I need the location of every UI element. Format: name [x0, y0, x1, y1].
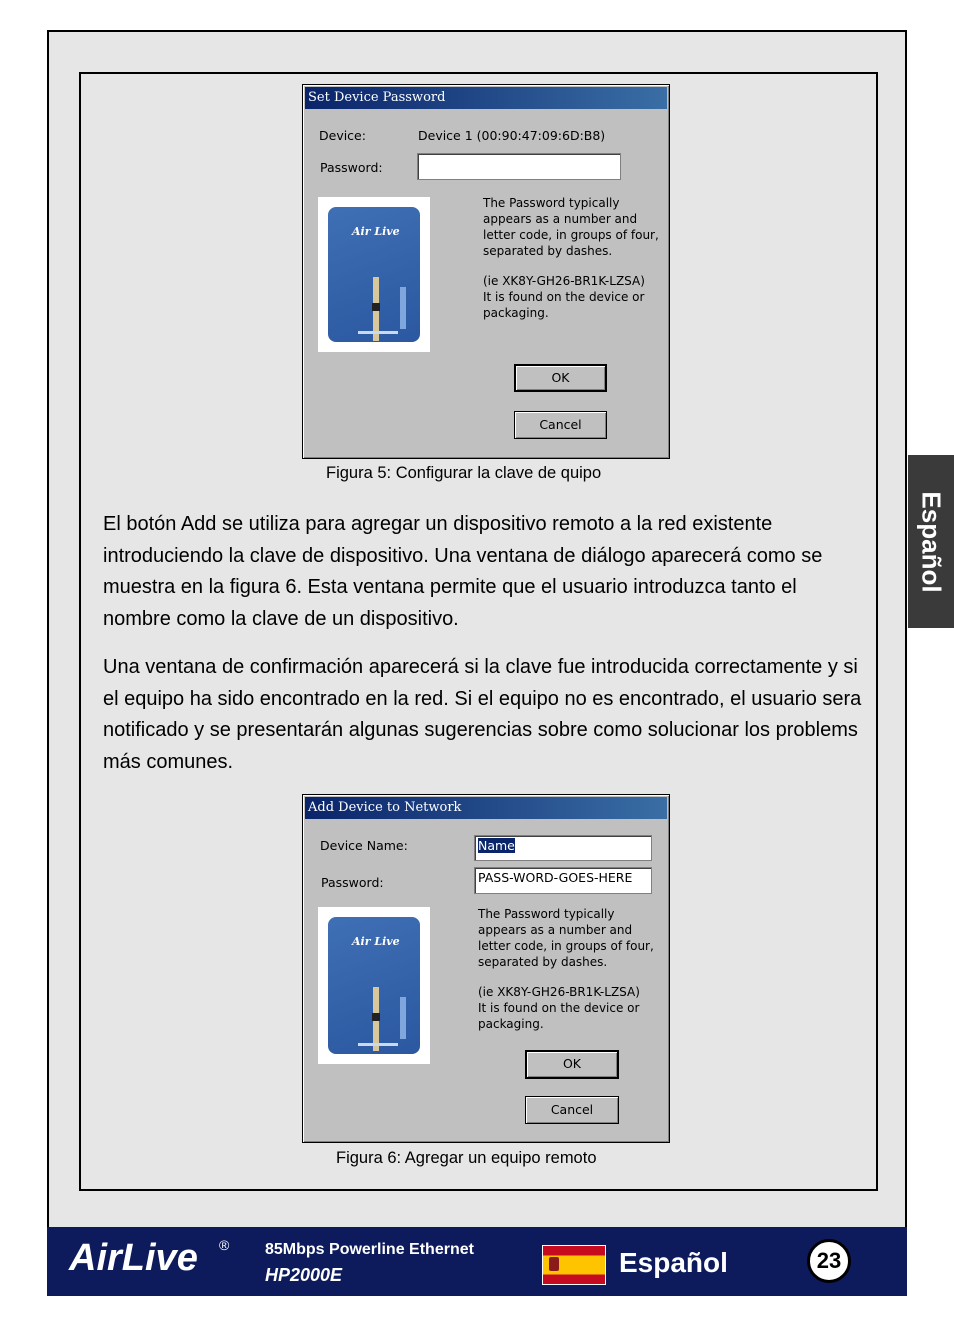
add-device-dialog [302, 794, 670, 1143]
password-input[interactable]: PASS-WORD-GOES-HERE [474, 867, 652, 894]
password-help-text: The Password typically appears as a number and letter code, in groups of four, separated by dashes. (ie XK8Y-GH26-BR1K-LZSA) It is found on the device or packaging. [478, 907, 654, 1031]
cancel-button[interactable]: Cancel [525, 1096, 619, 1124]
brand-logo: AirLive [69, 1237, 198, 1279]
page-number: 23 [807, 1239, 851, 1283]
dialog-title-bar: Set Device Password [305, 87, 667, 109]
password-label: Password: [321, 875, 384, 890]
password-help-text: The Password typically appears as a number and letter code, in groups of four, separated by dashes. (ie XK8Y-GH26-BR1K-LZSA) It is found on the device or packaging. [483, 196, 659, 320]
device-name-input[interactable] [474, 835, 652, 861]
dialog-title-bar: Add Device to Network [305, 797, 667, 819]
password-input[interactable] [417, 153, 621, 180]
language-side-tab [908, 455, 954, 628]
product-line: 85Mbps Powerline Ethernet [265, 1241, 474, 1258]
registered-mark: ® [219, 1237, 230, 1253]
spain-flag-icon [542, 1245, 606, 1285]
set-device-password-dialog [302, 84, 670, 459]
footer-language: Español [619, 1247, 728, 1278]
paragraph-confirmation: Una ventana de confirmación aparecerá si la clave fue introducida correctamente y si el equipo ha sido encontrado en la red. Si el equipo no es encontrado, el usuario sera notificado y se presentarán algunas sugerencias sobre como solucionar los problems más comunes. [103, 656, 862, 773]
footer-bar [47, 1227, 907, 1296]
ok-button[interactable]: OK [525, 1050, 619, 1079]
ok-button[interactable]: OK [514, 364, 607, 392]
device-logo: Air Live [352, 225, 400, 238]
device-image [318, 907, 430, 1064]
device-value: Device 1 (00:90:47:09:6D:B8) [418, 128, 606, 143]
side-tab-label: Español [916, 490, 947, 593]
paragraph-add-button: El botón Add se utiliza para agregar un dispositivo remoto a la red existente introduciendo la clave de dispositivo. Una ventana de diálogo aparecerá como se muestra en la figura 6. Esta ventana permite que el usuario introduzca tanto el nombre como la clave de un dispositivo. [103, 513, 823, 630]
figure-5-caption: Figura 5: Configurar la clave de quipo [326, 464, 602, 482]
figure-6-caption: Figura 6: Agregar un equipo remoto [336, 1149, 597, 1167]
device-label: Device: [319, 128, 366, 143]
cancel-button[interactable]: Cancel [514, 411, 607, 439]
password-label: Password: [320, 160, 383, 175]
device-name-label: Device Name: [320, 838, 408, 853]
product-model: HP2000E [265, 1265, 343, 1285]
device-name-value: Name [478, 838, 515, 853]
device-logo: Air Live [352, 935, 400, 948]
device-image [318, 197, 430, 352]
